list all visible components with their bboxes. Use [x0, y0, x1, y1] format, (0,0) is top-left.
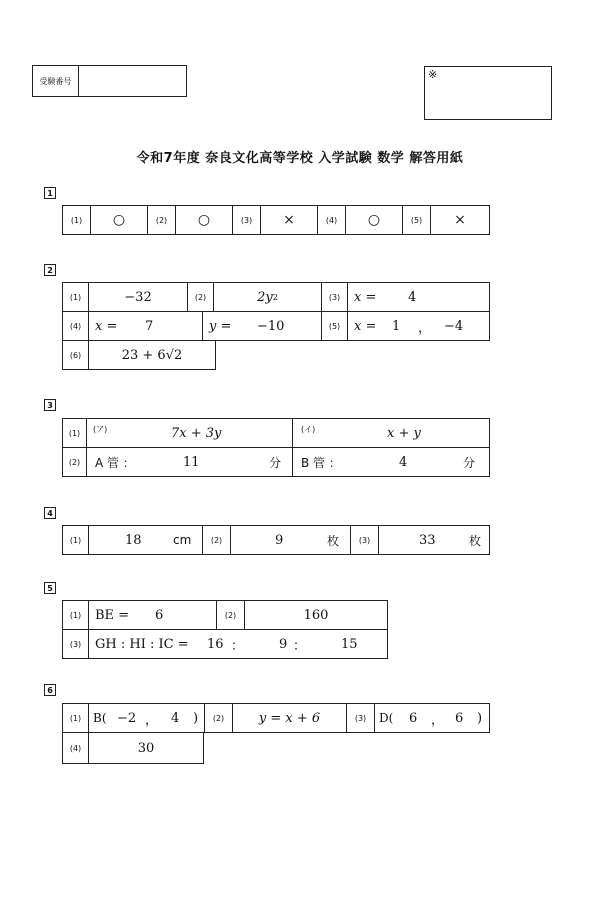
q3-2-num: (2): [63, 448, 87, 476]
q5-3-sep1: ：: [231, 638, 245, 654]
q2-6-answer[interactable]: 23 + 6√2: [121, 347, 183, 363]
q3-1-sub-b: (イ): [301, 425, 316, 434]
q6-2-answer[interactable]: y = x + 6: [233, 704, 347, 732]
q2-3-answer-cell[interactable]: [348, 283, 489, 311]
q2-5-answer-b: −4: [444, 318, 464, 334]
q4-3-answer: 33: [419, 532, 436, 548]
q2-1-num: (1): [63, 283, 89, 311]
section-2-row-1: [62, 282, 490, 312]
q5-3-answer-c: 15: [341, 636, 358, 652]
q5-1-cell[interactable]: [89, 601, 217, 629]
q3-1-num: (1): [63, 419, 87, 447]
section-3-row-2: [62, 447, 490, 477]
q3-2-answer-b: 4: [399, 454, 408, 470]
q4-3-unit: 枚: [469, 533, 482, 548]
note-box: [424, 66, 552, 120]
q6-1-point: B(: [93, 711, 107, 725]
q3-2-label-b: B 管 ：: [301, 455, 341, 470]
q6-1-num: (1): [63, 704, 89, 732]
q3-2-unit-b: 分: [463, 455, 476, 470]
q6-3-num: (3): [347, 704, 375, 732]
q1-5-num: (5): [403, 206, 431, 234]
q6-3-sep: ，: [431, 712, 445, 728]
q4-2-answer: 9: [275, 532, 284, 548]
q6-1-sep: ，: [145, 712, 159, 728]
exam-number-field[interactable]: [79, 66, 186, 96]
q5-3-prefix: GH : HI : IC =: [95, 636, 189, 652]
q2-5-answer-a: 1: [392, 318, 401, 334]
q2-3-num: (3): [322, 283, 348, 311]
page-title: 令和7年度 奈良文化高等学校 入学試験 数学 解答用紙: [136, 151, 464, 166]
q3-2-answer-a: 11: [183, 454, 200, 470]
q4-2-cell[interactable]: [231, 526, 351, 554]
section-4-row-1: [62, 525, 490, 555]
q4-3-num: (3): [351, 526, 379, 554]
section-5-row-2: [62, 629, 388, 659]
section-6-row-2: [62, 732, 204, 764]
q5-3-sep2: ：: [293, 638, 307, 654]
q2-5-num: (5): [322, 312, 348, 340]
q3-2-a-cell[interactable]: [87, 448, 293, 476]
section-1-row-1: [62, 205, 490, 235]
q4-1-cell[interactable]: [89, 526, 203, 554]
section-number-3: 3: [44, 399, 56, 411]
q5-1-prefix: BE =: [95, 607, 130, 623]
q4-1-unit: cm: [173, 533, 192, 547]
q2-4-y-cell[interactable]: [203, 312, 322, 340]
q2-4-prefix-y: y =: [209, 318, 232, 334]
note-mark: ※: [428, 68, 438, 81]
q5-3-answer-a: 16: [207, 636, 224, 652]
q2-4-num: (4): [63, 312, 89, 340]
section-number-5: 5: [44, 582, 56, 594]
exam-number-box: [32, 65, 187, 97]
q5-1-num: (1): [63, 601, 89, 629]
q3-2-b-cell[interactable]: [293, 448, 489, 476]
q2-2-answer[interactable]: [214, 283, 322, 311]
exam-number-label: 受験番号: [33, 66, 79, 96]
q2-5-answer-cell[interactable]: [348, 312, 489, 340]
q4-1-answer: 18: [125, 532, 142, 548]
q5-3-cell[interactable]: [89, 630, 387, 658]
q2-5-prefix: x =: [354, 318, 377, 334]
q1-2-answer[interactable]: ○: [176, 206, 233, 234]
q1-2-num: (2): [148, 206, 176, 234]
q3-1-answer-b: x + y: [387, 425, 421, 441]
q6-4-num: (4): [63, 733, 89, 763]
section-2-row-2: [62, 311, 490, 341]
section-number-2: 2: [44, 264, 56, 276]
q2-3-answer: 4: [408, 289, 417, 305]
q5-1-answer: 6: [155, 607, 164, 623]
q4-2-unit: 枚: [327, 533, 340, 548]
q1-1-num: (1): [63, 206, 91, 234]
q5-3-answer-b: 9: [279, 636, 288, 652]
q3-1-answer-a: 7x + 3y: [171, 425, 222, 441]
q3-1-b-cell[interactable]: [293, 419, 489, 447]
q2-5-sep: ，: [418, 320, 432, 336]
q2-1-answer[interactable]: −32: [89, 283, 188, 311]
q1-3-answer[interactable]: ×: [261, 206, 318, 234]
q2-2-exponent: 2: [272, 292, 278, 302]
q2-6-num: (6): [63, 341, 89, 369]
q1-4-num: (4): [318, 206, 346, 234]
q4-2-num: (2): [203, 526, 231, 554]
q6-3-answer-a: 6: [409, 710, 418, 726]
q1-1-answer[interactable]: ○: [91, 206, 148, 234]
q3-1-sub-a: (ア): [93, 425, 108, 434]
section-2-row-3: [62, 340, 216, 370]
q4-3-cell[interactable]: [379, 526, 489, 554]
q2-4-prefix-x: x =: [95, 318, 118, 334]
q6-2-num: (2): [205, 704, 233, 732]
q2-4-answer-x: 7: [145, 318, 154, 334]
section-3-row-1: [62, 418, 490, 448]
q2-4-answer-y: −10: [257, 318, 285, 334]
q6-4-answer[interactable]: 30: [137, 740, 155, 756]
q5-3-num: (3): [63, 630, 89, 658]
q1-3-num: (3): [233, 206, 261, 234]
section-number-1: 1: [44, 187, 56, 199]
q5-2-answer[interactable]: 160: [303, 607, 329, 623]
q2-3-prefix: x =: [354, 289, 377, 305]
q3-2-label-a: A 管 ：: [95, 455, 135, 470]
section-number-4: 4: [44, 507, 56, 519]
q6-3-point: D(: [379, 711, 394, 725]
q2-2-num: (2): [188, 283, 214, 311]
q6-1-answer-a: −2: [117, 710, 137, 726]
q4-1-num: (1): [63, 526, 89, 554]
q5-2-num: (2): [217, 601, 245, 629]
section-number-6: 6: [44, 684, 56, 696]
q6-1-close: ): [193, 710, 199, 726]
q6-3-cell[interactable]: [375, 704, 489, 732]
q2-2-base: 2y: [257, 289, 273, 305]
q3-2-unit-a: 分: [269, 455, 282, 470]
q6-3-answer-b: 6: [455, 710, 464, 726]
q6-3-close: ): [477, 710, 483, 726]
section-6-row-1: [62, 703, 490, 733]
q2-4-x-cell[interactable]: [89, 312, 203, 340]
q1-4-answer[interactable]: ○: [346, 206, 403, 234]
q6-1-answer-b: 4: [171, 710, 180, 726]
q1-5-answer[interactable]: ×: [454, 212, 466, 228]
q3-1-a-cell[interactable]: [87, 419, 293, 447]
q6-1-cell[interactable]: [89, 704, 205, 732]
section-5-row-1: [62, 600, 388, 630]
